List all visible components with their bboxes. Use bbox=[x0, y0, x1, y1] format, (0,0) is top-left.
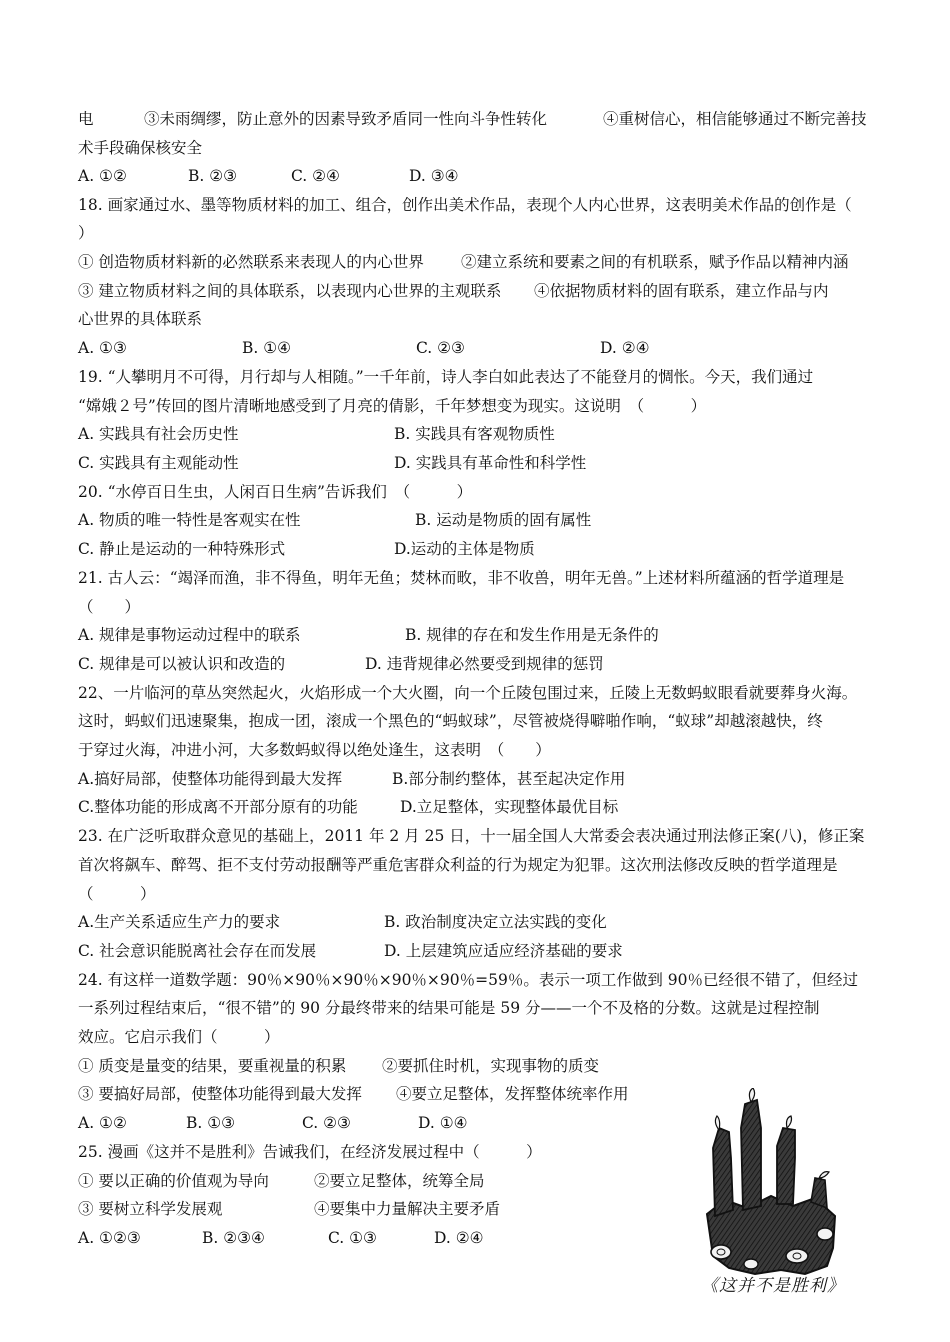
exam-page: 电 ③未雨绸缪，防止意外的因素导致矛盾同一性向斗争性转化 ④重树信心，相信能够通过不断完善技 术手段确保核安全 A. ①② B. ②③ C. ②④ D. ③④ 18. 画家通过水、墨等物质材料的加工、组合，创作出美术作品，表现个人内心世界，这表明美术作品的创作是（ ） ① 创造物质材料新的必然联系来表现人的内心世界 ②建立系统和要素之间的有机联系，赋予作品以精神内涵 ③ 建立物质材料之间的具体联系，以表现内心世界的主观联系 ④依据物质材料的固有联系，建立作品与内 心世界的具体联系 A. ①③ B. ①④ C. ②③ D. ②④ 19. “人攀明月不可得，月行却与人相随。”一千年前，诗人李白如此表达了不能登月的惆怅。今天，我们通过 “嫦娥２号”传回的图片清晰地感受到了月亮的倩影，千年梦想变为现实。这说明 （ ） A. 实践具有社会历史性 B. 实践具有客观物质性 C. 实践具有主观能动性 D. 实践具有革命性和科学性 20. “水停百日生虫，人闲百日生病”告诉我们 （ ） A. 物质的唯一特性是客观实在性 B. 运动是物质的固有属性 C. 静止是运动的一种特殊形式 D.运动的主体是物质 21. 古人云：“竭泽而渔，非不得鱼，明年无鱼；焚林而畋，非不收兽，明年无兽。”上述材料所蕴涵的哲学道理是 （ ） A. 规律是事物运动过程中的联系 B. 规律的存在和发生作用是无条件的 C. 规律是可以被认识和改造的 D. 违背规律必然要受到规律的惩罚 22、一片临河的草丛突然起火，火焰形成一个大火圈，向一个丘陵包围过来，丘陵上无数蚂蚁眼看就要葬身火海。 这时，蚂蚁们迅速聚集，抱成一团，滚成一个黑色的“蚂蚁球”，尽管被烧得噼啪作响，“蚁球”却越滚越快，终 于穿过火海，冲进小河，大多数蚂蚁得以绝处逢生，这表明 （ ） A.搞好局部，使整体功能得到最大发挥 B.部分制约整体，甚至起决定作用 C.整体功能的形成离不开部分原有的功能 D.立足整体，实现整体最优目标 23. 在广泛听取群众意见的基础上，2011 年 2 月 25 日，十一届全国人大常委会表决通过刑法修正案(八)，修正案 首次将飙车、醉驾、拒不支付劳动报酬等严重危害群众利益的行为规定为犯罪。这次刑法修改反映的哲学道理是 （ ） A.生产关系适应生产力的要求 B. 政治制度决定立法实践的变化 C. 社会意识能脱离社会存在而发展 D. 上层建筑应适应经济基础的要求 24. 有这样一道数学题：90％×90％×90％×90％×90％=59％。表示一项工作做到 90％已经很不错了，但经过 一系列过程结束后，“很不错”的 90 分最终带来的结果可能是 59 分——一个不及格的分数。这就是过程控制 效应。它启示我们（ ） ① 质变是量变的结果，要重视量的积累 ②要抓住时机，实现事物的质变 ③ 要搞好局部，使整体功能得到最大发挥 ④要立足整体，发挥整体统率作用 A. ①② B. ①③ C. ②③ D. ①④ 25. 漫画《这并不是胜利》告诫我们，在经济发展过程中（ ） ① 要以正确的价值观为导向 ②要立足整体，统筹全局 ③ 要树立科学发展观 ④要集中力量解决主要矛盾 A. ①②③ B. ②③④ C. ①③ D. ②④ 《这并不是胜利》 bbox=[0, 0, 950, 1342]
question-22-stem-2: 这时，蚂蚁们迅速聚集，抱成一团，滚成一个黑色的“蚂蚁球”，尽管被烧得噼啪作响，“蚁球”却越滚越快，终 bbox=[78, 712, 823, 730]
question-20-stem: 20. “水停百日生虫，人闲百日生病”告诉我们 （ ） bbox=[78, 483, 473, 501]
question-21-stem: 21. 古人云：“竭泽而渔，非不得鱼，明年无鱼；焚林而畋，非不收兽，明年无兽。”上述材料所蕴涵的哲学道理是 bbox=[78, 569, 845, 587]
line-l2: 术手段确保核安全 bbox=[78, 139, 203, 157]
question-18-statements-3: 心世界的具体联系 bbox=[78, 310, 203, 328]
question-24-stem-3: 效应。它启示我们（ ） bbox=[78, 1028, 280, 1046]
question-23-stem-2: 首次将飙车、醉驾、拒不支付劳动报酬等严重危害群众利益的行为规定为犯罪。这次刑法修改反映的哲学道理是 bbox=[78, 856, 838, 874]
cartoon-caption: 《这并不是胜利》 bbox=[701, 1276, 845, 1296]
question-21-bracket: （ ） bbox=[78, 598, 141, 616]
question-22-stem-3: 于穿过火海，冲进小河，大多数蚂蚁得以绝处逢生，这表明 （ ） bbox=[78, 741, 551, 759]
question-23-bracket: （ ） bbox=[78, 885, 156, 903]
question-24-stem-1: 24. 有这样一道数学题：90％×90％×90％×90％×90％=59％。表示一项工作做到 90％已经很不错了，但经过 bbox=[78, 971, 859, 989]
question-22-stem-1: 22、一片临河的草丛突然起火，火焰形成一个大火圈，向一个丘陵包围过来，丘陵上无数蚂蚁眼看就要葬身火海。 bbox=[78, 684, 858, 702]
question-18-stem: 18. 画家通过水、墨等物质材料的加工、组合，创作出美术作品，表现个人内心世界，这表明美术作品的创作是（ bbox=[78, 196, 852, 214]
question-23-stem-1: 23. 在广泛听取群众意见的基础上，2011 年 2 月 25 日，十一届全国人大常委会表决通过刑法修正案(八)，修正案 bbox=[78, 827, 865, 845]
question-19-stem-1: 19. “人攀明月不可得，月行却与人相随。”一千年前，诗人李白如此表达了不能登月的惆怅。今天，我们通过 bbox=[78, 368, 814, 386]
question-24-stem-2: 一系列过程结束后，“很不错”的 90 分最终带来的结果可能是 59 分——一个不及格的分数。这就是过程控制 bbox=[78, 999, 820, 1017]
question-25-stem: 25. 漫画《这并不是胜利》告诫我们，在经济发展过程中（ ） bbox=[78, 1143, 542, 1161]
question-19-stem-2: “嫦娥２号”传回的图片清晰地感受到了月亮的倩影，千年梦想变为现实。这说明 （ ） bbox=[78, 397, 707, 415]
question-18-bracket: ） bbox=[78, 224, 94, 242]
